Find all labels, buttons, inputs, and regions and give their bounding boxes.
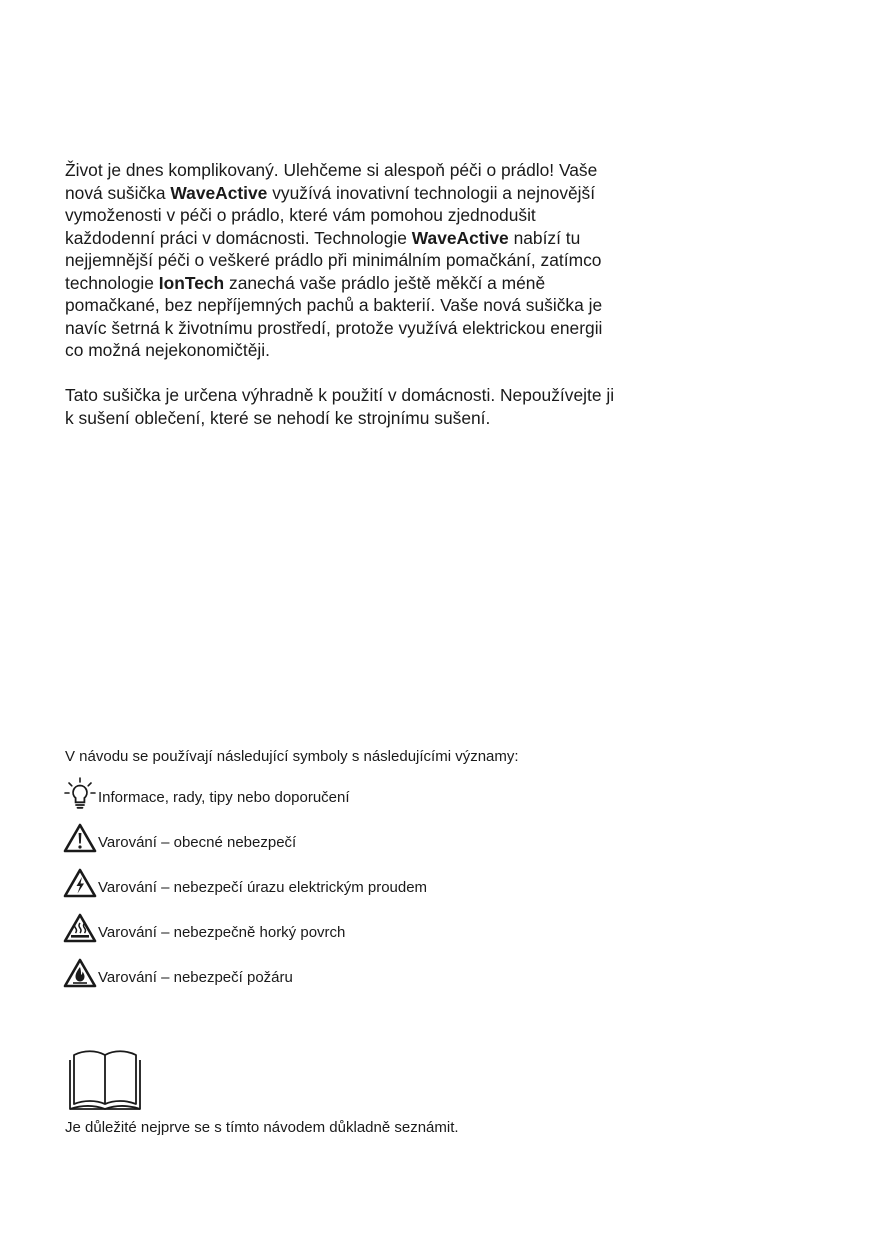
brand-waveactive: WaveActive	[170, 182, 268, 203]
intro-text-part: nabízí tu nejjemnější péči o veškeré prádlo při minimálním pomačkání, zatímco technologie	[65, 227, 602, 293]
intro-text-part: využívá inovativní technologii a nejnovější vymoženosti v péči o prádlo, které vám pomohou zjednodušit každodenní práci v domácnosti. Technologie	[65, 182, 596, 248]
symbol-item-info	[63, 776, 350, 810]
lightbulb-icon	[63, 776, 97, 810]
warning-hot-surface-icon	[63, 911, 97, 945]
symbol-item-hot-surface-warning	[63, 911, 345, 945]
symbol-item-fire-warning	[63, 956, 293, 990]
warning-electric-icon	[63, 866, 97, 900]
symbols-intro: V návodu se používají následující symboly s následujícími významy:	[65, 748, 519, 765]
symbol-label: Varování – nebezpečí požáru	[98, 969, 293, 986]
intro-paragraph-1	[65, 159, 625, 362]
manual-note: Je důležité nejprve se s tímto návodem důkladně seznámit.	[65, 1119, 459, 1136]
warning-fire-icon	[63, 956, 97, 990]
symbol-item-general-warning	[63, 821, 296, 855]
symbol-label: Informace, rady, tipy nebo doporučení	[98, 789, 350, 806]
symbol-item-electric-warning	[63, 866, 427, 900]
intro-paragraph-2: Tato sušička je určena výhradně k použití v domácnosti. Nepoužívejte ji k sušení oblečení, které se nehodí ke strojnímu sušení.	[65, 385, 615, 428]
symbol-label: Varování – obecné nebezpečí	[98, 834, 297, 851]
intro-text	[65, 159, 625, 429]
symbol-label: Varování – nebezpečně horký povrch	[98, 924, 346, 941]
brand-waveactive: WaveActive	[411, 227, 509, 248]
warning-exclamation-icon	[63, 821, 97, 855]
open-book-icon	[66, 1046, 144, 1112]
intro-text-part: zanechá vaše prádlo ještě měkčí a méně pomačkané, bez nepříjemných pachů a bakterií. Vaše nová sušička je navíc šetrná k životnímu prostředí, protože využívá elektrickou energii co možná nejekonomičtěji.	[65, 272, 603, 360]
symbol-label: Varování – nebezpečí úrazu elektrickým proudem	[98, 879, 428, 896]
intro-text-part: Život je dnes komplikovaný. Ulehčeme si alespoň péči o prádlo! Vaše nová sušička	[65, 160, 598, 203]
brand-iontech: IonTech	[158, 272, 225, 293]
